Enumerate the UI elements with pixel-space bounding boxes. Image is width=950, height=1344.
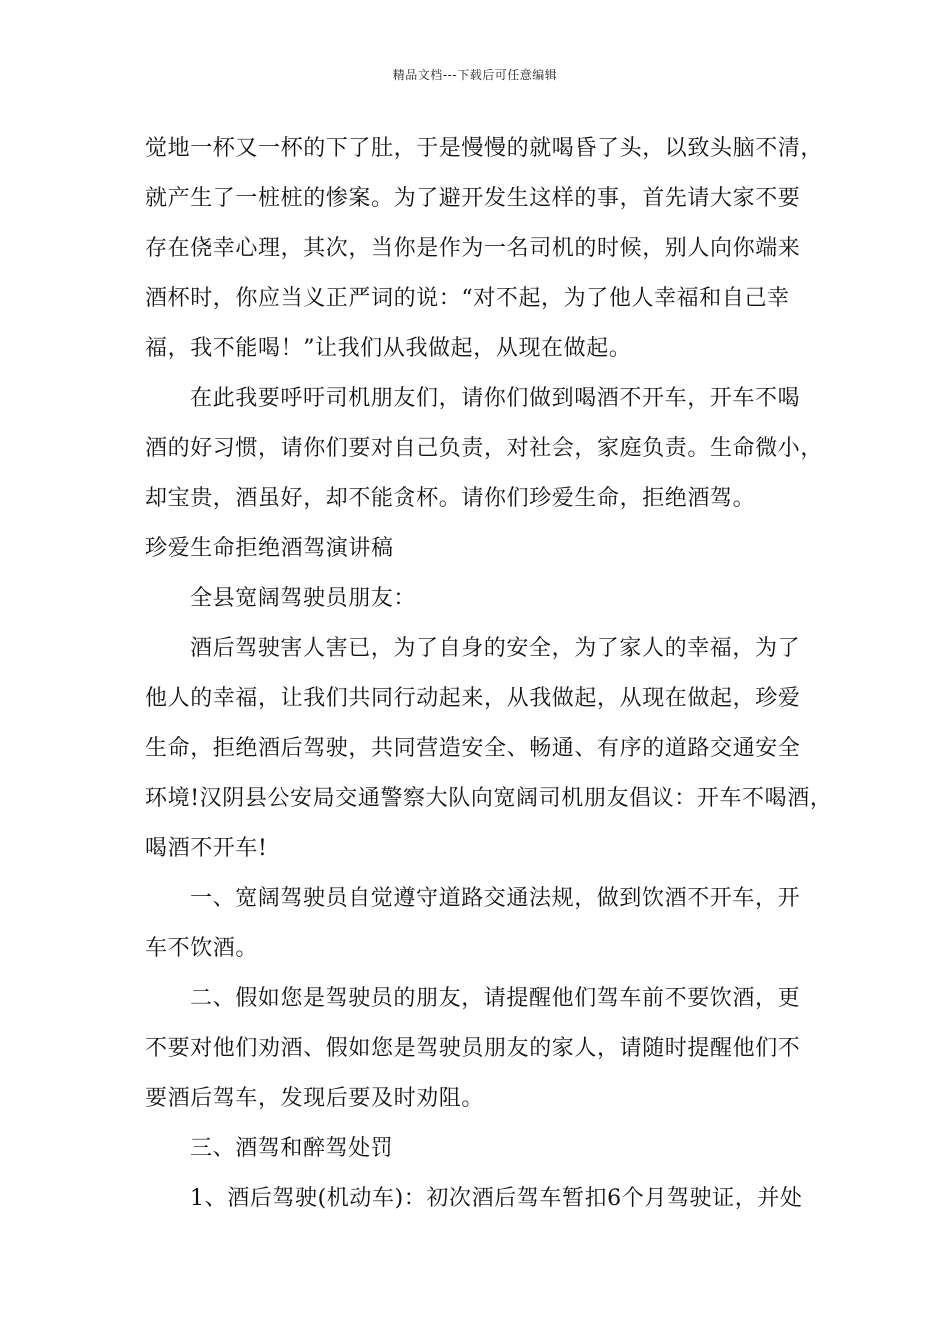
text-line: 就产生了一桩桩的惨案。为了避开发生这样的事，首先请大家不要 xyxy=(145,186,801,211)
text-line: 他人的幸福，让我们共同行动起来，从我做起，从现在做起，珍爱 xyxy=(145,686,801,711)
text-line: 酒的好习惯，请你们要对自己负责，对社会，家庭负责。生命微小， xyxy=(145,436,824,461)
text-line: 在此我要呼吁司机朋友们，请你们做到喝酒不开车，开车不喝 xyxy=(190,386,801,411)
document-body xyxy=(145,124,833,1224)
text-line: 喝酒不开车! xyxy=(145,836,268,861)
text-line: 要酒后驾车，发现后要及时劝阻。 xyxy=(145,1086,485,1111)
page-header: 精品文档---下载后可任意编辑 xyxy=(392,68,558,82)
text-line: 车不饮酒。 xyxy=(145,936,259,961)
text-line: 不要对他们劝酒、假如您是驾驶员朋友的家人，请随时提醒他们不 xyxy=(145,1036,801,1061)
text-line: 酒后驾驶害人害已，为了自身的安全，为了家人的幸福，为了 xyxy=(190,636,801,661)
text-line: 一、宽阔驾驶员自觉遵守道路交通法规，做到饮酒不开车，开 xyxy=(190,886,801,911)
text-line: 生命，拒绝酒后驾驶，共同营造安全、畅通、有序的道路交通安全 xyxy=(145,736,801,761)
text-line: 三、酒驾和醉驾处罚 xyxy=(190,1136,394,1161)
text-line: 觉地一杯又一杯的下了肚，于是慢慢的就喝昏了头，以致头脑不清， xyxy=(145,136,824,161)
text-line: 环境!汉阴县公安局交通警察大队向宽阔司机朋友倡议：开车不喝酒， xyxy=(145,786,833,811)
text-line: 却宝贵，酒虽好，却不能贪杯。请你们珍爱生命，拒绝酒驾。 xyxy=(145,486,756,511)
text-line: 1、酒后驾驶(机动车)：初次酒后驾车暂扣6个月驾驶证，并处 xyxy=(190,1186,803,1211)
text-line: 存在侥幸心理，其次，当你是作为一名司机的时候，别人向你端来 xyxy=(145,236,801,261)
text-line: 酒杯时，你应当义正严词的说：“对不起，为了他人幸福和自己幸 xyxy=(145,286,790,311)
text-line: 珍爱生命拒绝酒驾演讲稿 xyxy=(145,536,394,561)
text-line: 福，我不能喝！”让我们从我做起，从现在做起。 xyxy=(145,336,632,361)
text-line: 二、假如您是驾驶员的朋友，请提醒他们驾车前不要饮酒，更 xyxy=(190,986,801,1011)
text-line: 全县宽阔驾驶员朋友： xyxy=(190,586,417,611)
